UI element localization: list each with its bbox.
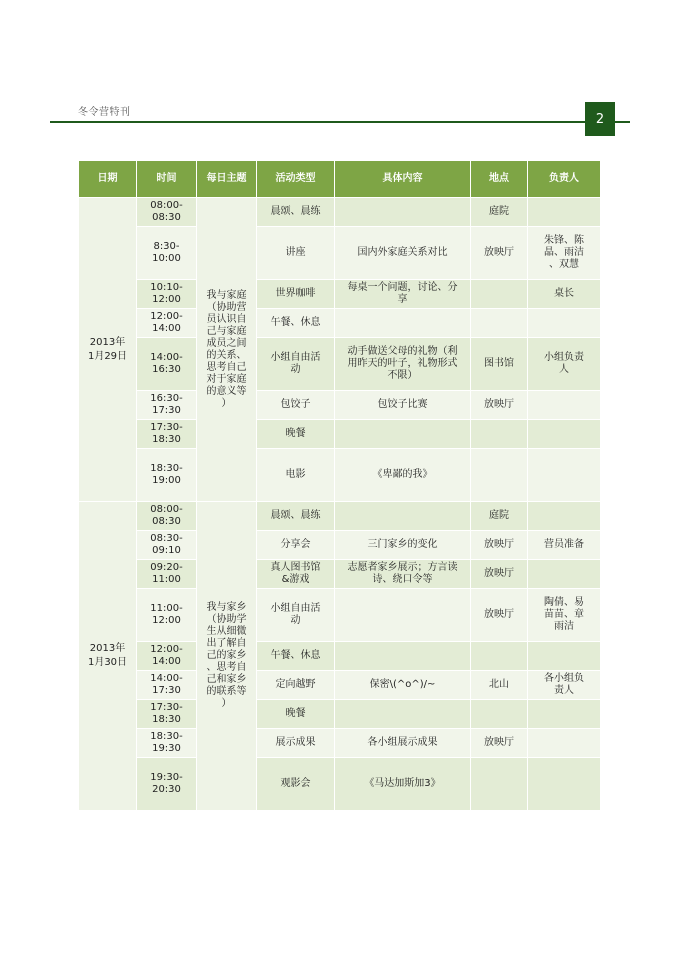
content-cell: 《马达加斯加3》 [335,758,471,811]
table-row [79,642,601,671]
content-cell: 保密\(^o^)/~ [335,671,471,700]
content-cell: 志愿者家乡展示；方言读 诗、绕口令等 [335,560,471,589]
content-cell: 三门家乡的变化 [335,531,471,560]
time-cell: 09:20- 11:00 [137,560,197,589]
location-cell [471,700,528,729]
activity-type-cell: 世界咖啡 [257,280,335,309]
activity-type-cell: 晨颂、晨练 [257,198,335,227]
magazine-title: 冬令营特刊 [78,107,131,118]
table-row [79,391,601,420]
owner-cell [528,420,601,449]
table-row [79,700,601,729]
schedule-body [79,198,601,811]
owner-cell: 朱锋、陈 晶、雨洁 、双慧 [528,227,601,280]
owner-cell [528,309,601,338]
activity-type-cell: 真人图书馆 &游戏 [257,560,335,589]
content-cell: 国内外家庭关系对比 [335,227,471,280]
location-cell: 庭院 [471,198,528,227]
table-row [79,758,601,811]
activity-type-cell: 小组自由活 动 [257,338,335,391]
content-cell [335,589,471,642]
owner-cell [528,391,601,420]
col-header-time: 时间 [137,161,197,198]
col-header-owner: 负责人 [528,161,601,198]
header-row [79,161,601,198]
table-row [79,227,601,280]
location-cell [471,758,528,811]
date-cell: 2013年 1月30日 [79,502,137,811]
page-number: 2 [585,102,615,136]
table-row [79,280,601,309]
time-cell: 08:00- 08:30 [137,502,197,531]
activity-type-cell: 定向越野 [257,671,335,700]
owner-cell [528,642,601,671]
col-header-location: 地点 [471,161,528,198]
activity-type-cell: 午餐、休息 [257,642,335,671]
time-cell: 19:30- 20:30 [137,758,197,811]
time-cell: 14:00- 16:30 [137,338,197,391]
activity-type-cell: 讲座 [257,227,335,280]
table-row [79,560,601,589]
table-row [79,420,601,449]
content-cell [335,198,471,227]
location-cell: 放映厅 [471,589,528,642]
location-cell [471,420,528,449]
content-cell [335,642,471,671]
col-header-theme: 每日主题 [197,161,257,198]
table-row [79,309,601,338]
time-cell: 10:10- 12:00 [137,280,197,309]
owner-cell [528,198,601,227]
table-row [79,671,601,700]
theme-cell: 我与家乡 （协助学 生从细微 出了解自 己的家乡 、思考自 己和家乡 的联系等 ） [197,502,257,811]
location-cell [471,280,528,309]
activity-type-cell: 包饺子 [257,391,335,420]
time-cell: 8:30- 10:00 [137,227,197,280]
activity-type-cell: 晚餐 [257,420,335,449]
table-row [79,729,601,758]
location-cell: 北山 [471,671,528,700]
schedule-table [78,160,601,811]
content-cell [335,309,471,338]
activity-type-cell: 观影会 [257,758,335,811]
time-cell: 16:30- 17:30 [137,391,197,420]
activity-type-cell: 分享会 [257,531,335,560]
time-cell: 14:00- 17:30 [137,671,197,700]
location-cell [471,449,528,502]
owner-cell [528,502,601,531]
owner-cell: 各小组负 责人 [528,671,601,700]
content-cell [335,420,471,449]
activity-type-cell: 午餐、休息 [257,309,335,338]
owner-cell: 陶倩、易 苗苗、章 雨洁 [528,589,601,642]
owner-cell [528,729,601,758]
time-cell: 08:00- 08:30 [137,198,197,227]
content-cell: 各小组展示成果 [335,729,471,758]
content-cell [335,700,471,729]
owner-cell: 小组负责 人 [528,338,601,391]
content-cell: 《卑鄙的我》 [335,449,471,502]
table-row [79,198,601,227]
time-cell: 12:00- 14:00 [137,309,197,338]
location-cell: 放映厅 [471,560,528,589]
col-header-content: 具体内容 [335,161,471,198]
time-cell: 17:30- 18:30 [137,700,197,729]
activity-type-cell: 晚餐 [257,700,335,729]
owner-cell [528,560,601,589]
col-header-date: 日期 [79,161,137,198]
owner-cell: 营员准备 [528,531,601,560]
location-cell: 放映厅 [471,729,528,758]
location-cell [471,309,528,338]
activity-type-cell: 展示成果 [257,729,335,758]
location-cell: 放映厅 [471,531,528,560]
table-row [79,531,601,560]
time-cell: 17:30- 18:30 [137,420,197,449]
time-cell: 08:30- 09:10 [137,531,197,560]
header-rule [50,121,630,123]
owner-cell [528,700,601,729]
activity-type-cell: 电影 [257,449,335,502]
table-row [79,338,601,391]
location-cell [471,642,528,671]
time-cell: 18:30- 19:30 [137,729,197,758]
table-row [79,502,601,531]
date-cell: 2013年 1月29日 [79,198,137,502]
time-cell: 18:30- 19:00 [137,449,197,502]
table-row [79,589,601,642]
owner-cell: 桌长 [528,280,601,309]
time-cell: 11:00- 12:00 [137,589,197,642]
content-cell [335,502,471,531]
table-row [79,449,601,502]
content-cell: 包饺子比赛 [335,391,471,420]
col-header-type: 活动类型 [257,161,335,198]
activity-type-cell: 小组自由活 动 [257,589,335,642]
location-cell: 庭院 [471,502,528,531]
theme-cell: 我与家庭 （协助营 员认识自 己与家庭 成员之间 的关系、 思考自己 对于家庭 的意义等 ） [197,198,257,502]
content-cell: 每桌一个问题，讨论、分 享 [335,280,471,309]
location-cell: 放映厅 [471,227,528,280]
time-cell: 12:00- 14:00 [137,642,197,671]
activity-type-cell: 晨颂、晨练 [257,502,335,531]
owner-cell [528,449,601,502]
location-cell: 放映厅 [471,391,528,420]
location-cell: 图书馆 [471,338,528,391]
content-cell: 动手做送父母的礼物（利 用昨天的叶子，礼物形式 不限） [335,338,471,391]
owner-cell [528,758,601,811]
